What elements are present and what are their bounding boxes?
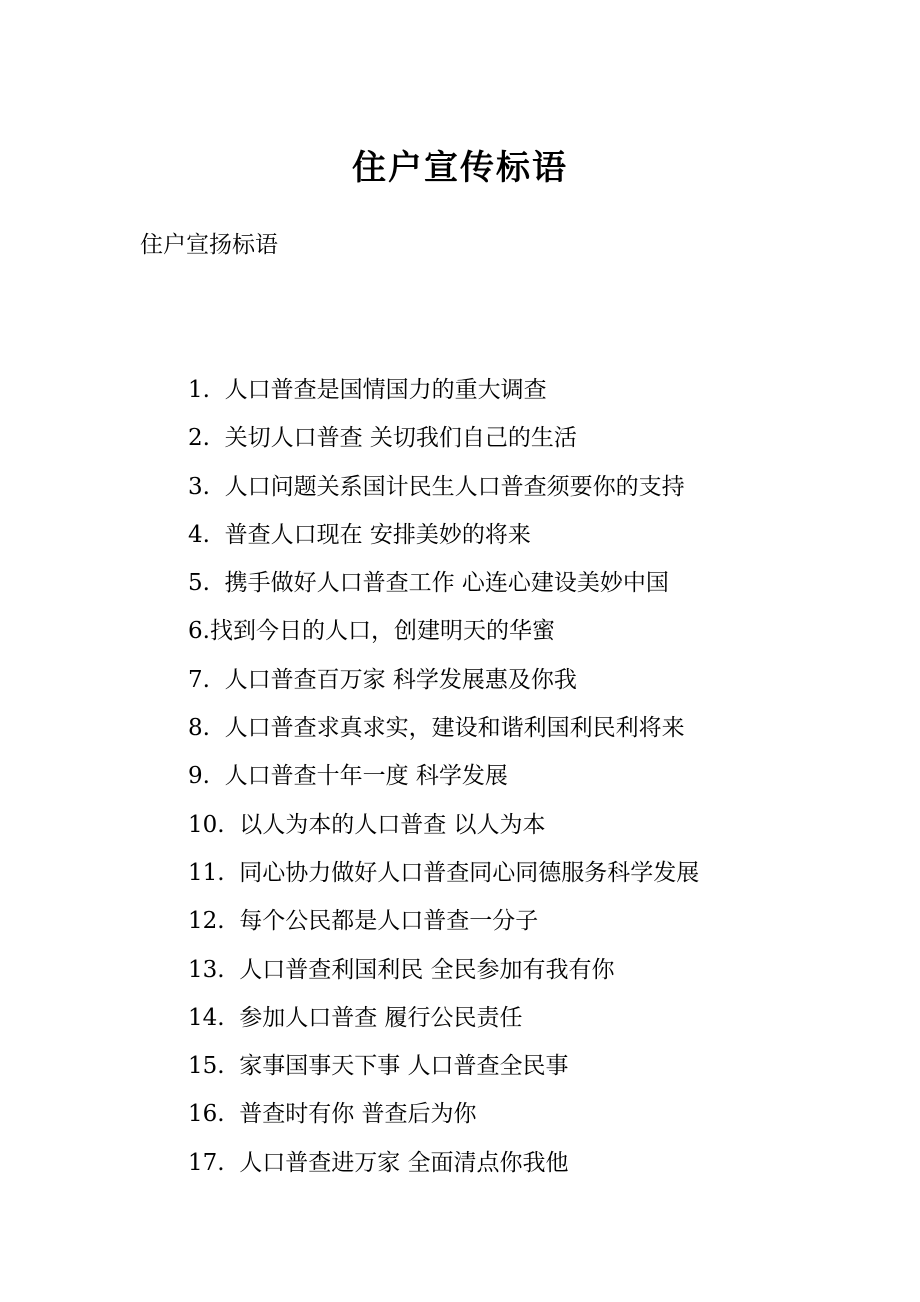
slogan-item: 16. 普查时有你 普查后为你 — [188, 1101, 477, 1128]
slogan-list — [188, 370, 699, 1191]
page-subtitle: 住户宣扬标语 — [140, 232, 278, 258]
slogan-item: 3. 人口问题关系国计民生人口普查须要你的支持 — [188, 473, 685, 500]
slogan-item: 5. 携手做好人口普查工作 心连心建设美妙中国 — [188, 570, 669, 597]
slogan-item: 10. 以人为本的人口普查 以人为本 — [188, 811, 546, 838]
slogan-item: 17. 人口普查进万家 全面清点你我他 — [188, 1149, 569, 1176]
slogan-item: 2. 关切人口普查 关切我们自己的生活 — [188, 425, 577, 452]
page-title: 住户宣传标语 — [352, 148, 568, 188]
slogan-item: 11. 同心协力做好人口普查同心同德服务科学发展 — [188, 859, 700, 886]
slogan-item: 7. 人口普查百万家 科学发展惠及你我 — [188, 666, 577, 693]
slogan-item: 1. 人口普查是国情国力的重大调查 — [188, 377, 547, 403]
slogan-item: 8. 人口普查求真求实，建设和谐利国利民利将来 — [188, 715, 685, 742]
slogan-item: 15. 家事国事天下事 人口普查全民事 — [188, 1053, 569, 1080]
slogan-item: 6.找到今日的人口，创建明天的华蜜 — [188, 618, 555, 645]
slogan-item: 13. 人口普查利国利民 全民参加有我有你 — [188, 956, 615, 983]
slogan-item: 14. 参加人口普查 履行公民责任 — [188, 1004, 523, 1031]
slogan-item: 4. 普查人口现在 安排美妙的将来 — [188, 521, 531, 548]
slogan-item: 12. 每个公民都是人口普查一分子 — [188, 908, 539, 935]
slogan-item: 9. 人口普查十年一度 科学发展 — [188, 763, 508, 790]
